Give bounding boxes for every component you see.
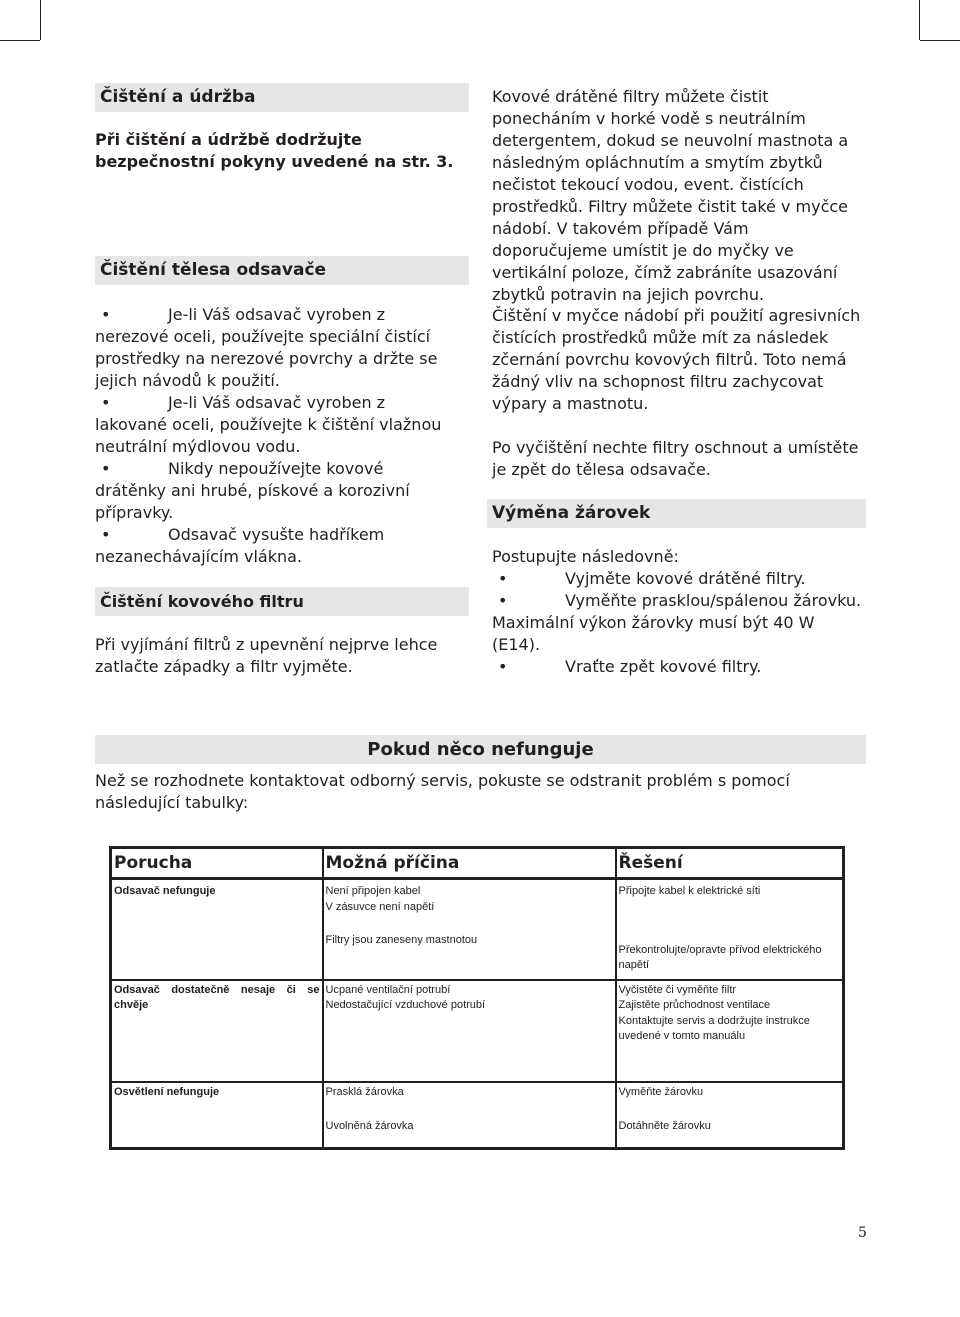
header-fault: Porucha: [111, 848, 323, 879]
bullet-icon: •: [498, 591, 508, 610]
table-row: [111, 980, 844, 1082]
list-item: • Je-li Váš odsavač vyroben z lakované oceli, používejte k čištění vlažnou neutrální mýdlovou vodu.: [95, 393, 442, 456]
cell-solution: Vyčistěte či vyměňte filtr Zajistěte průchodnost ventilace Kontaktujte servis a dodržujte instrukce uvedené v tomto manuálu: [616, 980, 844, 1082]
troubleshooting-table: [109, 846, 845, 1150]
heading-body-cleaning: Čištění tělesa odsavače: [95, 256, 469, 285]
cell-solution: Vyměňte žárovku: [616, 1082, 844, 1119]
troubleshooting-intro: Než se rozhodnete kontaktovat odborný servis, pokuste se odstranit problém s pomocí následující tabulky:: [95, 771, 790, 812]
list-item: • Vyměňte prasklou/spálenou žárovku.: [492, 590, 867, 612]
safety-note: Při čištění a údržbě dodržujte bezpečnostní pokyny uvedené na str. 3.: [95, 130, 454, 171]
bullet-icon: •: [101, 305, 111, 324]
bullet-icon: •: [101, 393, 111, 412]
cell-cause: Filtry jsou zaneseny mastnotou: [323, 933, 616, 980]
crop-mark: [40, 0, 41, 40]
table-row: [111, 1119, 844, 1149]
bullet-icon: •: [101, 525, 111, 544]
filter-paragraph-3: Po vyčištění nechte filtry oschnout a umístěte je zpět do tělesa odsavače.: [492, 438, 859, 479]
cell-solution: Připojte kabel k elektrické síti: [616, 879, 844, 933]
cell-fault: Odsavač dostatečně nesaje či se chvěje: [111, 980, 323, 1082]
cell-cause: Ucpané ventilační potrubí Nedostačující vzduchové potrubí: [323, 980, 616, 1082]
bulbs-steps: [492, 546, 867, 678]
list-item: • Vyjměte kovové drátěné filtry.: [492, 568, 867, 590]
filter-paragraph-1: Kovové drátěné filtry můžete čistit ponecháním v horké vodě s neutrálním detergentem, dokud se neuvolní mastnota a následným opláchnutím a smytím zbytků nečistot tekoucí vodou, event. čistících prostředků. Filtry můžete čistit také v myčce nádobí. V takovém případě Vám doporučujeme umístit je do myčky ve vertikální poloze, čímž zabráníte usazování zbytků potravin na jejich povrchu.: [492, 87, 849, 304]
list-item: • Nikdy nepoužívejte kovové drátěnky ani hrubé, pískové a korozivní přípravky.: [95, 459, 410, 522]
table-row: [111, 1082, 844, 1119]
cell-fault: Osvětlení nefunguje: [111, 1082, 323, 1119]
body-cleaning-list: [95, 304, 457, 568]
cell-fault: [111, 1119, 323, 1149]
filter-text: Při vyjímání filtrů z upevnění nejprve lehce zatlačte západky a filtr vyjměte.: [95, 635, 438, 676]
crop-mark: [920, 40, 960, 41]
troubleshooting-title: Pokud něco nefunguje: [95, 735, 866, 764]
bullet-icon: •: [101, 459, 111, 478]
header-solution: Řešení: [616, 848, 844, 879]
bullet-icon: •: [498, 657, 508, 676]
list-item: • Odsavač vysušte hadříkem nezanechávajícím vlákna.: [95, 525, 385, 566]
cell-solution: Překontrolujte/opravte přívod elektrického napětí: [616, 933, 844, 980]
table-header-row: [111, 848, 844, 879]
crop-mark: [0, 40, 40, 41]
cell-solution: Dotáhněte žárovku: [616, 1119, 844, 1149]
page-number: 5: [858, 1225, 867, 1241]
bulb-wattage-note: Maximální výkon žárovky musí být 40 W (E14).: [492, 613, 815, 654]
cell-fault: [111, 933, 323, 980]
bulbs-intro: Postupujte následovně:: [492, 547, 679, 566]
cell-cause: Prasklá žárovka: [323, 1082, 616, 1119]
cell-cause: Není připojen kabel V zásuvce není napětí: [323, 879, 616, 933]
heading-maintenance: Čištění a údržba: [95, 83, 469, 112]
table-row: [111, 933, 844, 980]
cell-cause: Uvolněná žárovka: [323, 1119, 616, 1149]
cell-fault: Odsavač nefunguje: [111, 879, 323, 933]
crop-mark: [919, 0, 920, 40]
header-cause: Možná příčina: [323, 848, 616, 879]
list-item: • Vraťte zpět kovové filtry.: [492, 656, 867, 678]
bullet-icon: •: [498, 569, 508, 588]
filter-paragraph-2: Čištění v myčce nádobí při použití agresivních čistících prostředků může mít za následek zčernání povrchu kovových filtrů. Toto nemá žádný vliv na schopnost filtru zachycovat výpary a mastnotu.: [492, 306, 861, 413]
table-row: [111, 879, 844, 933]
heading-bulbs: Výměna žárovek: [487, 499, 866, 528]
heading-filter-cleaning: Čištění kovového filtru: [95, 587, 469, 616]
list-item: • Je-li Váš odsavač vyroben z nerezové oceli, používejte speciální čistící prostředky na nerezové povrchy a držte se jejich návodů k použití.: [95, 305, 438, 390]
